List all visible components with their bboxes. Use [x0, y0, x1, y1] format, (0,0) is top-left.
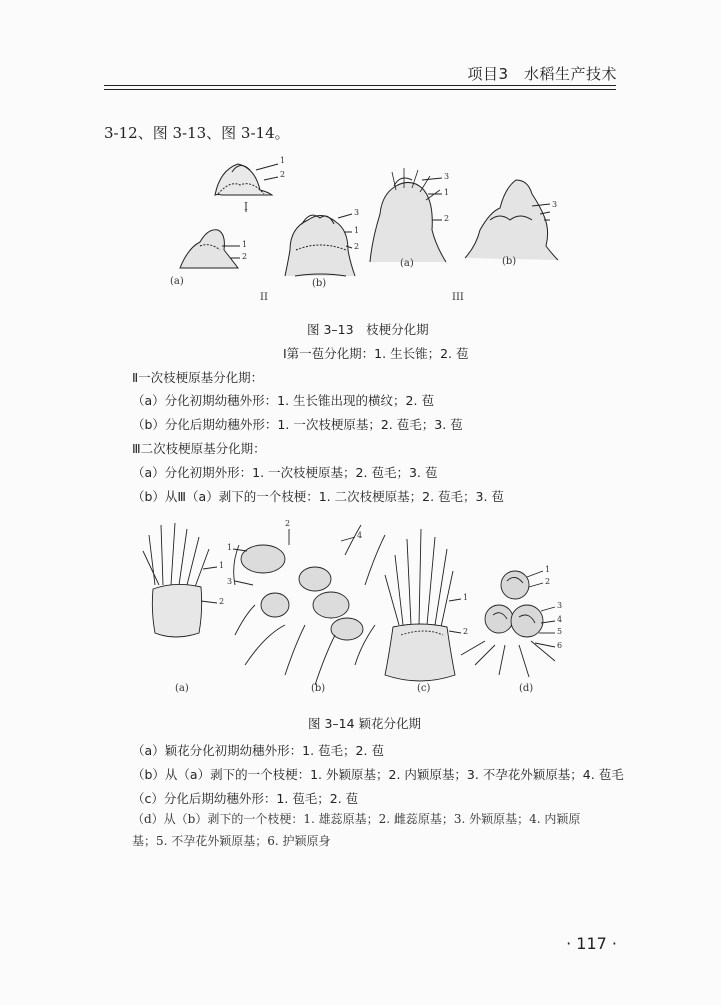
fig13-roman-label: II [260, 292, 268, 303]
fig14-panel-label: (c) [417, 683, 431, 694]
figure-3-13 [160, 150, 580, 305]
fig14-legend-line: （b）从（a）剥下的一个枝梗：1. 外颖原基；2. 内颖原基；3. 不孕花外颖原基；4. 苞毛 [132, 767, 624, 782]
header-rule-thin [104, 89, 616, 90]
fig13-callout: 2 [280, 170, 286, 179]
fig14-legend-line-d: （d）从（b）剥下的一个枝梗：1. 雄蕊原基；2. 雌蕊原基；3. 外颖原基；4. 内颖原基；5. 不孕花外颖原基；6. 护颖原身 [132, 812, 581, 848]
fig13-legend-line: （b）从Ⅲ（a）剥下的一个枝梗：1. 二次枝梗原基；2. 苞毛；3. 苞 [132, 489, 504, 504]
fig14-callout: 3 [227, 577, 233, 586]
fig14-callout: 1 [219, 561, 225, 570]
fig13-panel-label: (b) [502, 256, 517, 267]
fig14-callout: 1 [227, 543, 233, 552]
fig14-legend-line: （a）颖花分化初期幼穗外形：1. 苞毛；2. 苞 [132, 743, 384, 758]
fig14-panel-label: (b) [311, 683, 326, 694]
intro-text: 3-12、图 3-13、图 3-14。 [104, 124, 290, 142]
figure-3-13-illustration [160, 150, 580, 305]
fig14-callout: 2 [545, 577, 551, 586]
fig14-panel-label: (a) [175, 683, 189, 694]
fig14-callout: 4 [557, 615, 563, 624]
fig13-panel-label: (a) [170, 276, 184, 287]
header-title: 项目3 水稻生产技术 [467, 65, 617, 83]
fig14-callout: 4 [357, 531, 363, 540]
fig13-callout: 1 [354, 226, 360, 235]
fig14-legend-line: （c）分化后期幼穗外形：1. 苞毛；2. 苞 [132, 791, 359, 806]
fig13-legend-line: （a）分化初期外形：1. 一次枝梗原基；2. 苞毛；3. 苞 [132, 465, 438, 480]
fig13-callout: 2 [354, 242, 360, 251]
fig14-callout: 1 [463, 593, 469, 602]
fig14-callout: 2 [285, 519, 291, 528]
fig14-callout: 5 [557, 627, 563, 636]
fig13-callout: 2 [242, 252, 248, 261]
fig13-legend-line: （a）分化初期幼穗外形：1. 生长锥出现的横纹；2. 苞 [132, 393, 434, 408]
fig13-callout: 3 [354, 208, 360, 217]
figure-3-14-caption: 图 3–14 颖花分化期 [308, 716, 422, 731]
figure-3-13-caption: 图 3–13 枝梗分化期 [307, 322, 429, 337]
fig13-callout: 3 [552, 200, 558, 209]
figure-3-14 [135, 515, 595, 700]
figure-3-14-illustration [135, 515, 595, 700]
fig13-callout: 2 [444, 214, 450, 223]
fig14-callout: 2 [463, 627, 469, 636]
fig13-callout: 1 [444, 188, 450, 197]
fig13-legend-line: （b）分化后期幼穗外形：1. 一次枝梗原基；2. 苞毛；3. 苞 [132, 417, 463, 432]
fig14-callout: 1 [545, 565, 551, 574]
fig14-callout: 3 [557, 601, 563, 610]
fig13-roman-label: III [452, 292, 464, 303]
fig14-panel-label: (d) [519, 683, 534, 694]
page-number: · 117 · [566, 934, 617, 953]
header-rule-thick [104, 85, 616, 86]
fig13-callout: 3 [444, 172, 450, 181]
fig14-callout: 2 [219, 597, 225, 606]
fig13-roman-label: I [244, 202, 248, 213]
fig13-panel-label: (a) [400, 258, 414, 269]
fig13-panel-label: (b) [312, 278, 327, 289]
fig13-legend-line: Ⅲ二次枝梗原基分化期： [132, 441, 266, 456]
running-header [0, 0, 721, 100]
fig13-legend-line: Ⅰ第一苞分化期：1. 生长锥；2. 苞 [283, 346, 469, 361]
fig13-legend-line: Ⅱ一次枝梗原基分化期： [132, 370, 264, 385]
fig13-callout: 1 [242, 240, 248, 249]
fig13-callout: 1 [280, 156, 286, 165]
fig14-callout: 6 [557, 641, 563, 650]
